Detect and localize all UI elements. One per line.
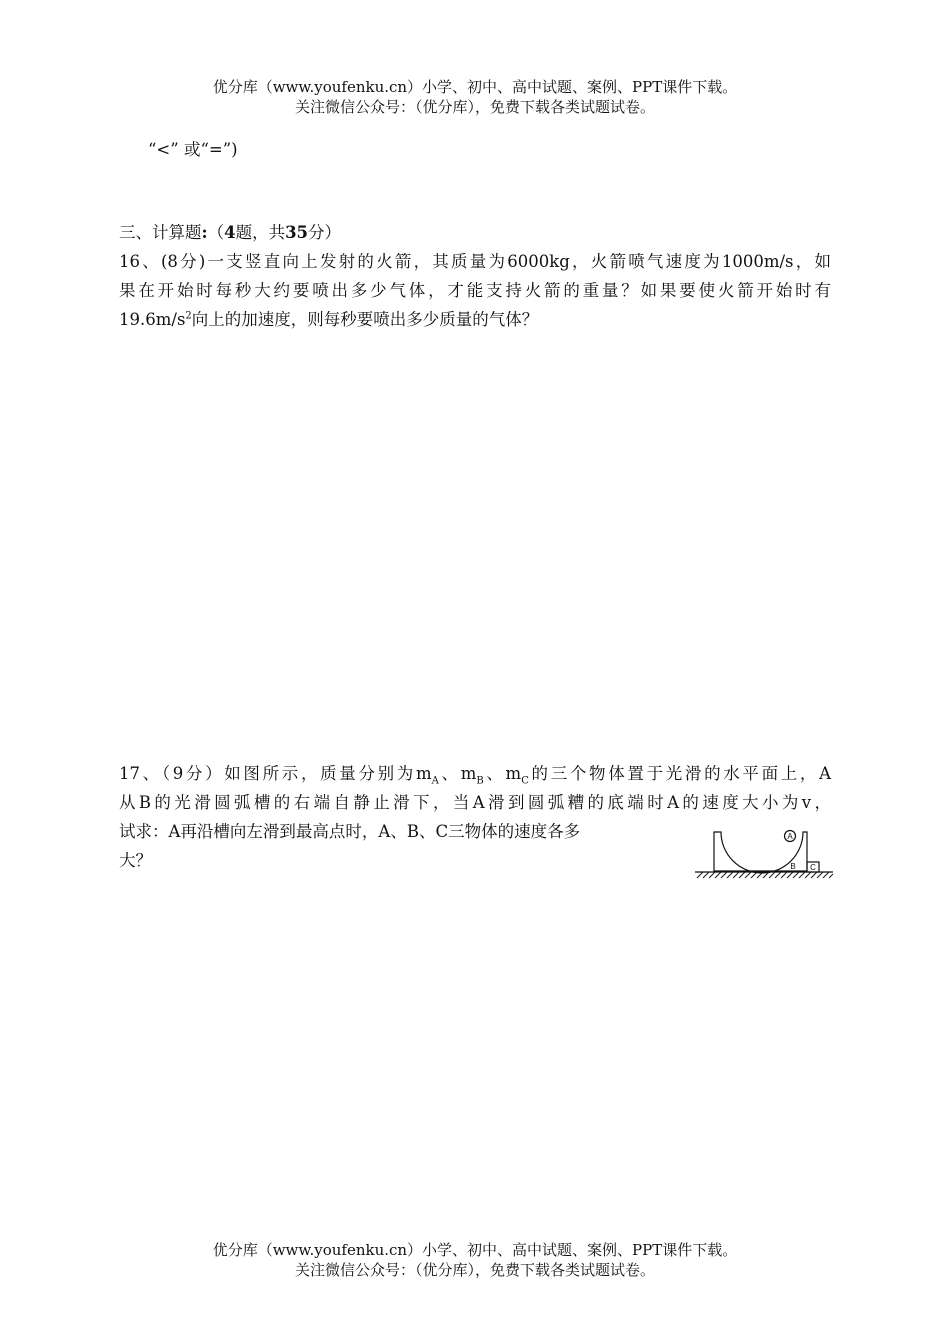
q16-accel-value: 19.6m/s: [119, 310, 186, 329]
q17-line-2: 从B的光滑圆弧槽的右端自静止滑下，当A滑到圆弧糟的底端时A的速度大小为v，: [119, 793, 831, 812]
section-3-suffix: 分）: [308, 223, 342, 242]
q17-line-1: [119, 760, 832, 787]
header-line-2: 关注微信公众号：（优分库），免费下载各类试题试卷。: [294, 98, 655, 116]
header-line-1: 优分库（www.youfenku.cn）小学、初中、高中试题、案例、PPT课件下载。: [212, 78, 738, 96]
q17-sep-2: 、m: [483, 764, 522, 783]
q16-line-3-rest: 向上的加速度，则每秒要喷出多少质量的气体？: [191, 310, 539, 329]
section-3-heading: [119, 219, 341, 243]
q17-sub-a: A: [431, 775, 439, 787]
section-3-count: 4: [224, 223, 236, 242]
q16-line-1: 16、(8分)一支竖直向上发射的火箭，其质量为6000kg，火箭喷气速度为1000m/s，如: [119, 252, 831, 271]
section-3-prefix: 三、计算题: [119, 223, 202, 242]
section-3-paren: （: [207, 223, 225, 242]
arc-trough-diagram: [693, 826, 835, 886]
q17-line-1-end: 的三个物体置于光滑的水平面上，A: [528, 764, 832, 783]
previous-question-fragment: “<” 或“=”): [148, 140, 238, 159]
q16-accel-exponent: 2: [185, 310, 192, 322]
section-3-colon: :: [201, 223, 208, 242]
footer-line-1: 优分库（www.youfenku.cn）小学、初中、高中试题、案例、PPT课件下载。: [212, 1241, 738, 1259]
section-3-points: 35: [285, 223, 309, 242]
page-header: [0, 77, 950, 117]
label-c: C: [810, 863, 816, 872]
section-3-mid: 题，共: [235, 223, 286, 242]
q16-line-2: 果在开始时每秒大约要喷出多少气体，才能支持火箭的重量？如果要使火箭开始时有: [119, 281, 831, 300]
q17-sub-c: C: [521, 775, 529, 787]
page-footer: [0, 1240, 950, 1280]
label-b: B: [790, 862, 796, 871]
q16-line-3: [119, 306, 538, 330]
q17-sep-1: 、m: [438, 764, 477, 783]
q17-line-1-start: 17、（9分）如图所示，质量分别为m: [119, 764, 432, 783]
q17-sub-b: B: [476, 775, 484, 787]
q17-line-3: 试求：A再沿槽向左滑到最高点时，A、B、C三物体的速度各多: [119, 822, 581, 841]
q17-line-4: 大？: [119, 851, 152, 870]
label-a: A: [787, 832, 793, 841]
footer-line-2: 关注微信公众号：（优分库），免费下载各类试题试卷。: [294, 1261, 655, 1279]
